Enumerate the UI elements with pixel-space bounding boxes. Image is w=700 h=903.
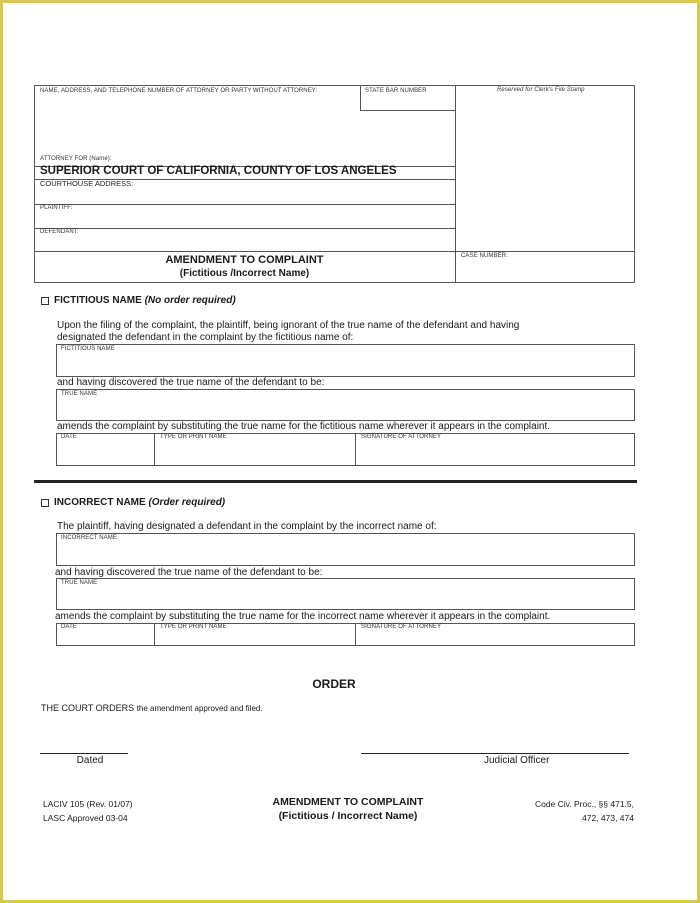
footer-title: AMENDMENT TO COMPLAINT bbox=[272, 796, 424, 808]
incorrect-discovered-text: and having discovered the true name of the defendant to be: bbox=[55, 567, 323, 578]
incorrect-heading: INCORRECT NAME bbox=[54, 497, 146, 508]
state-bar-bottom bbox=[360, 110, 455, 111]
fictitious-checkbox[interactable] bbox=[41, 297, 49, 305]
order-text-row bbox=[41, 703, 263, 713]
incorrect-true-name-label: TRUE NAME bbox=[61, 580, 98, 586]
incorrect-name-label: INCORRECT NAME bbox=[61, 535, 117, 541]
defendant-label: DEFENDANT: bbox=[40, 229, 79, 235]
fictitious-signature-row bbox=[56, 433, 635, 466]
fictitious-signature-label[interactable]: SIGNATURE OF ATTORNEY bbox=[361, 434, 442, 440]
reserved-label: Reserved for Clerk's File Stamp bbox=[497, 87, 585, 93]
form-page bbox=[3, 3, 697, 900]
form-title: AMENDMENT TO COMPLAINT bbox=[165, 254, 324, 266]
plaintiff-bottom bbox=[34, 228, 455, 229]
fictitious-true-name-label: TRUE NAME bbox=[61, 391, 98, 397]
courthouse-bottom bbox=[34, 204, 455, 205]
fictitious-sig-divider-1 bbox=[154, 433, 155, 466]
fictitious-heading-row bbox=[54, 295, 236, 306]
incorrect-print-name-label[interactable]: TYPE OR PRINT NAME bbox=[160, 624, 227, 630]
fictitious-amends-text: amends the complaint by substituting the true name for the fictitious name wherever it appears in the complaint. bbox=[57, 421, 551, 432]
caption-vertical-divider bbox=[455, 85, 456, 283]
incorrect-intro-1: The plaintiff, having designated a defendant in the complaint by the incorrect name of: bbox=[57, 521, 437, 532]
incorrect-heading-note: (Order required) bbox=[148, 497, 226, 508]
incorrect-checkbox[interactable] bbox=[41, 499, 49, 507]
officer-line bbox=[361, 753, 629, 754]
fictitious-sig-divider-2 bbox=[355, 433, 356, 466]
attorney-label: NAME, ADDRESS, AND TELEPHONE NUMBER OF ATTORNEY OR PARTY WITHOUT ATTORNEY: bbox=[40, 88, 318, 94]
fictitious-intro-1: Upon the filing of the complaint, the plaintiff, being ignorant of the true name of the defendant and having bbox=[57, 320, 520, 331]
incorrect-true-name-field[interactable] bbox=[56, 578, 635, 610]
defendant-bottom bbox=[34, 251, 635, 252]
dated-line bbox=[40, 753, 128, 754]
incorrect-amends-text: amends the complaint by substituting the true name for the incorrect name wherever it appears in the complaint. bbox=[55, 611, 551, 622]
incorrect-signature-label[interactable]: SIGNATURE OF ATTORNEY bbox=[361, 624, 442, 630]
case-number-label: CASE NUMBER: bbox=[461, 253, 508, 259]
incorrect-sig-divider-2 bbox=[355, 623, 356, 646]
fictitious-name-field[interactable] bbox=[56, 344, 635, 377]
order-text-rest: the amendment approved and filed. bbox=[136, 704, 263, 713]
form-number: LACIV 105 (Rev. 01/07) bbox=[43, 799, 133, 809]
court-name: SUPERIOR COURT OF CALIFORNIA, COUNTY OF LOS ANGELES bbox=[40, 165, 397, 177]
section-divider bbox=[34, 480, 637, 483]
incorrect-sig-divider-1 bbox=[154, 623, 155, 646]
courthouse-label: COURTHOUSE ADDRESS: bbox=[40, 179, 134, 188]
order-heading: ORDER bbox=[312, 677, 356, 691]
dated-label: Dated bbox=[76, 755, 104, 766]
fictitious-date-label[interactable]: DATE bbox=[61, 434, 77, 440]
incorrect-heading-row bbox=[54, 497, 225, 508]
state-bar-divider bbox=[360, 85, 361, 111]
incorrect-signature-row bbox=[56, 623, 635, 646]
plaintiff-label: PLAINTIFF: bbox=[40, 205, 73, 211]
officer-label: Judicial Officer bbox=[484, 755, 550, 766]
code-line-2: 472, 473, 474 bbox=[582, 813, 634, 823]
footer-subtitle: (Fictitious / Incorrect Name) bbox=[278, 810, 418, 822]
fictitious-discovered-text: and having discovered the true name of the defendant to be: bbox=[57, 377, 325, 388]
incorrect-date-label[interactable]: DATE bbox=[61, 624, 77, 630]
code-line-1: Code Civ. Proc., §§ 471.5, bbox=[534, 799, 634, 809]
form-subtitle: (Fictitious /Incorrect Name) bbox=[179, 268, 310, 279]
fictitious-heading-note: (No order required) bbox=[144, 295, 236, 306]
fictitious-true-name-field[interactable] bbox=[56, 389, 635, 421]
incorrect-name-field[interactable] bbox=[56, 533, 635, 566]
fictitious-intro-2: designated the defendant in the complaint by the fictitious name of: bbox=[57, 332, 354, 343]
fictitious-heading: FICTITIOUS NAME bbox=[54, 295, 142, 306]
attorney-for-label: ATTORNEY FOR (Name): bbox=[40, 156, 112, 162]
state-bar-label: STATE BAR NUMBER bbox=[365, 88, 427, 94]
order-text-prefix: THE COURT ORDERS bbox=[41, 703, 135, 713]
fictitious-print-name-label[interactable]: TYPE OR PRINT NAME bbox=[160, 434, 227, 440]
fictitious-name-label: FICTITIOUS NAME bbox=[61, 346, 115, 352]
approved-line: LASC Approved 03-04 bbox=[43, 813, 128, 823]
